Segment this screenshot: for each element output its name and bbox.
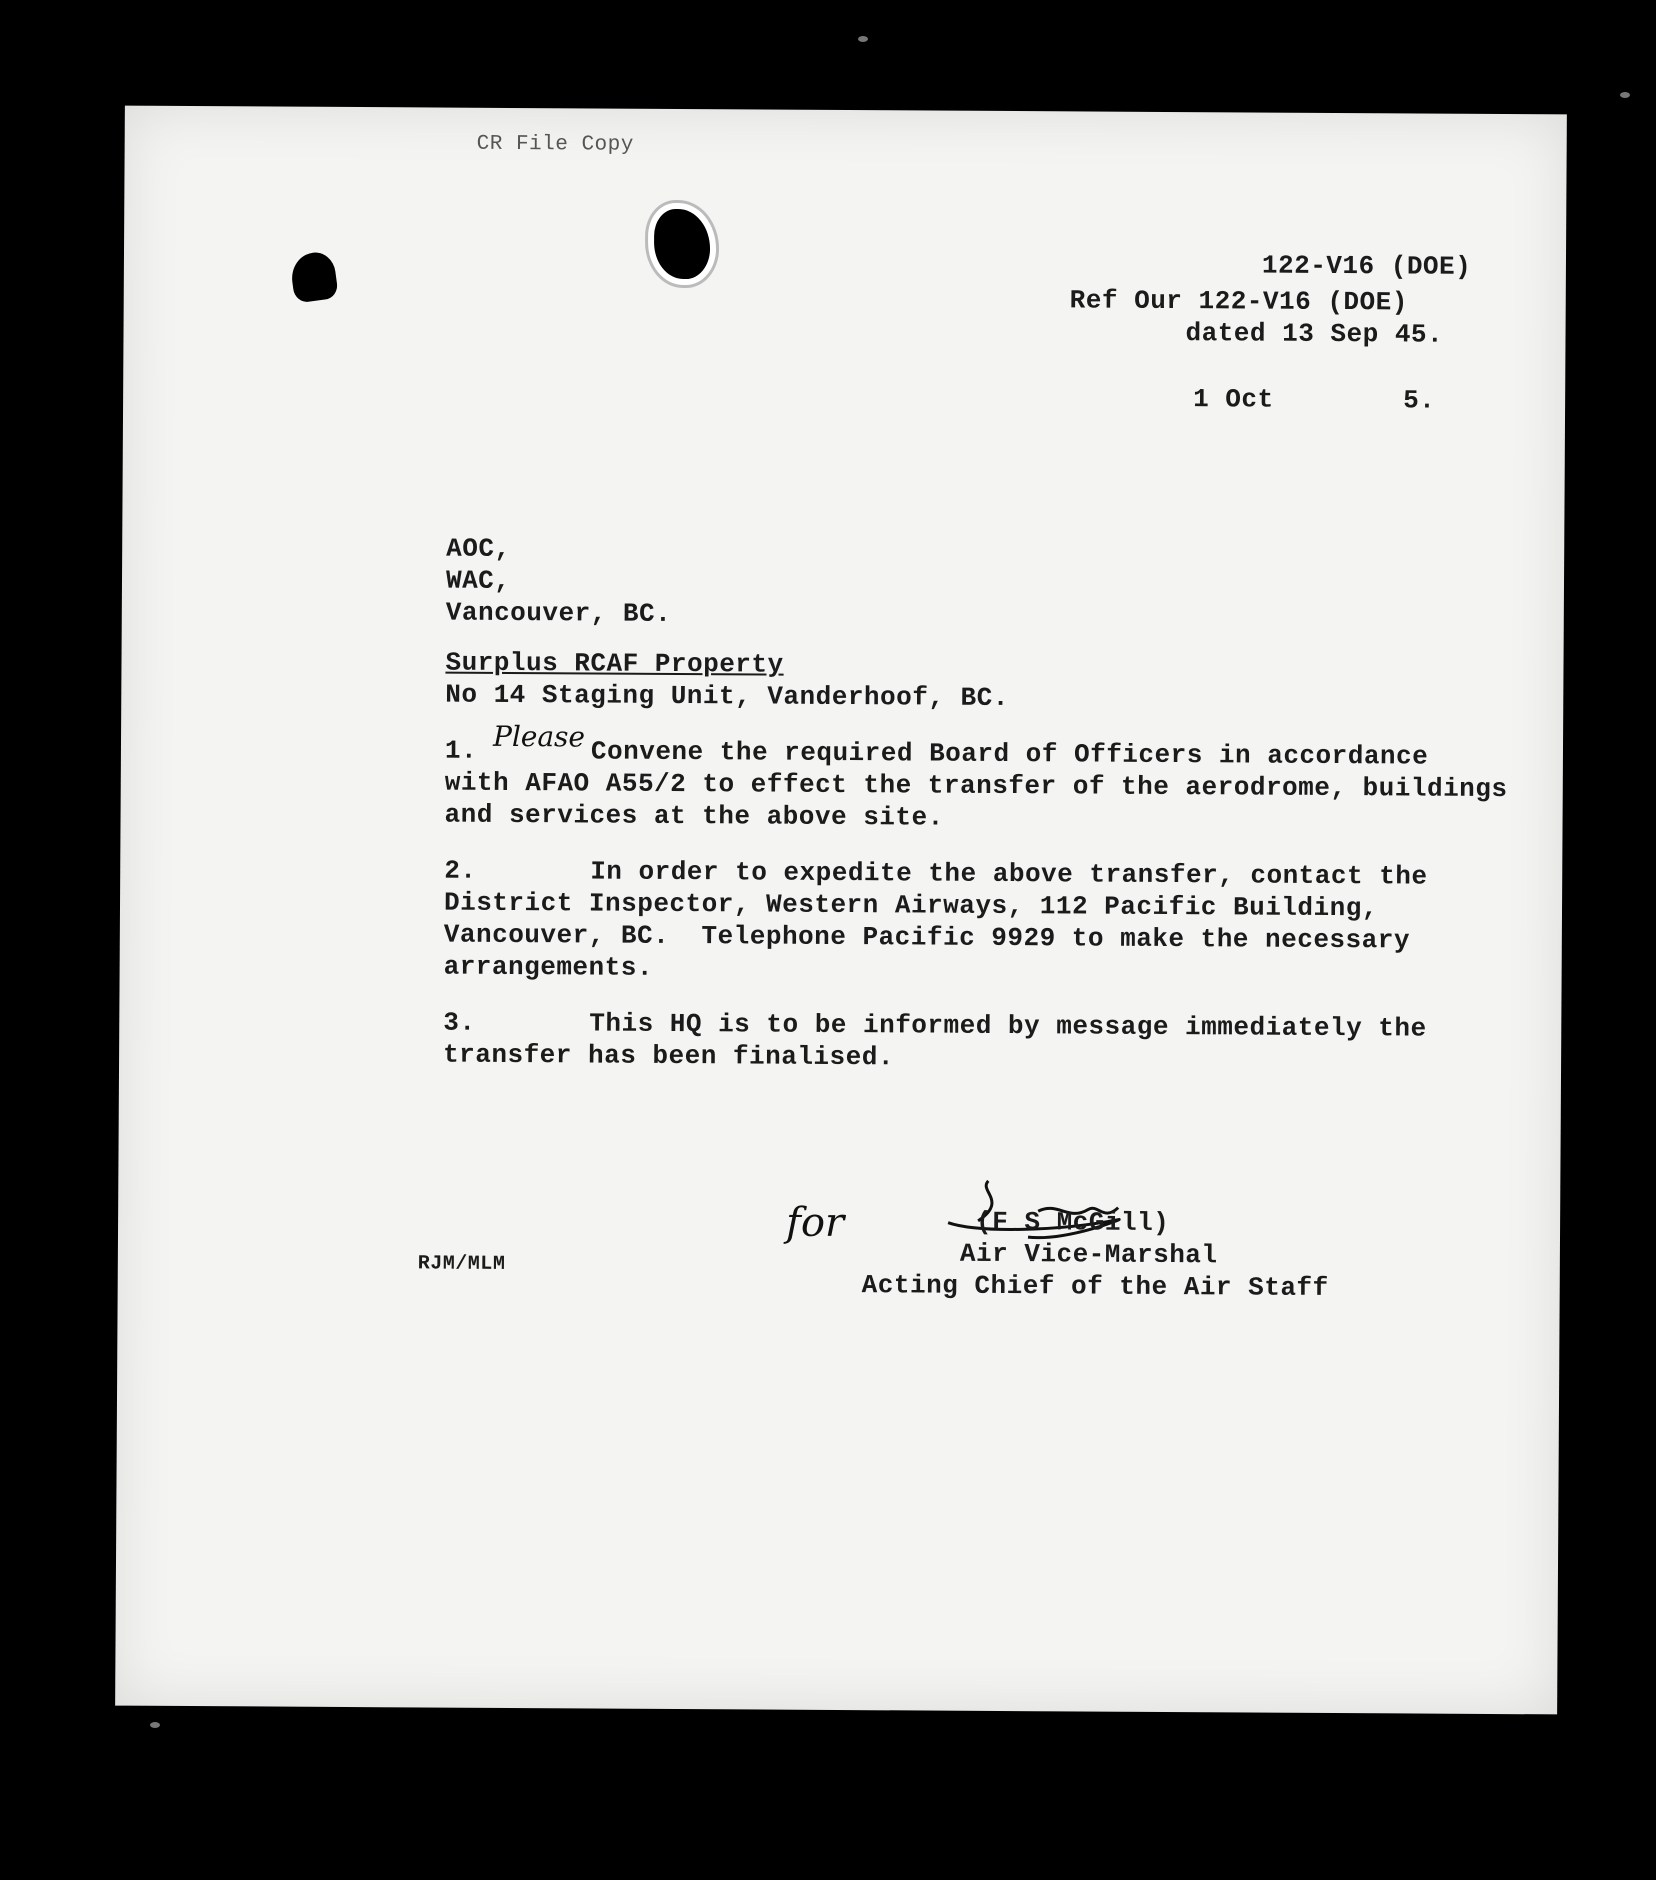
paragraph-1-line-3: and services at the above site. <box>444 799 944 833</box>
signatory-rank: Air Vice-Marshal <box>959 1238 1218 1271</box>
for-mark: for <box>785 1199 845 1247</box>
file-copy-stamp: CR File Copy <box>476 132 634 157</box>
letter-date-year: 5. <box>1403 385 1436 416</box>
paragraph-3-line-2: transfer has been finalised. <box>443 1039 895 1073</box>
scan-speck <box>150 1722 160 1728</box>
paragraph-2-number: 2. <box>444 855 477 886</box>
paragraph-2-line-2: District Inspector, Western Airways, 112 Pacific Building, <box>443 887 1379 924</box>
scan-speck <box>858 36 868 42</box>
signatory-title: Acting Chief of the Air Staff <box>861 1270 1329 1303</box>
paragraph-2-line-4: arrangements. <box>443 951 654 983</box>
letter-date-day: 1 Oct <box>1193 384 1274 415</box>
addressee-line-3: Vancouver, BC. <box>445 597 672 629</box>
paragraph-2-line-3: Vancouver, BC. Telephone Pacific 9929 to make the necessary <box>443 919 1411 956</box>
paragraph-1-line-2: with AFAO A55/2 to effect the transfer of the aerodrome, buildings <box>444 767 1508 805</box>
reference-line-2: dated 13 Sep 45. <box>1185 318 1444 350</box>
paragraph-1-line-1: Convene the required Board of Officers in accordance <box>590 736 1429 772</box>
staple-blot <box>654 209 710 279</box>
signatory-name: (F S McGill) <box>976 1206 1170 1239</box>
reference-line-1: Ref Our 122-V16 (DOE) <box>1069 285 1408 318</box>
addressee-line-2: WAC, <box>445 565 511 596</box>
paragraph-1-number: 1. <box>444 735 478 766</box>
paragraph-3-number: 3. <box>443 1007 476 1038</box>
paragraph-3-line-1: This HQ is to be informed by message immediately the <box>589 1008 1427 1044</box>
handwritten-please: Please <box>492 719 586 754</box>
subject-line-2: No 14 Staging Unit, Vanderhoof, BC. <box>445 679 1009 714</box>
subject-line-1: Surplus RCAF Property <box>445 647 784 680</box>
paragraph-2-line-1: In order to expedite the above transfer, contact the <box>590 856 1428 892</box>
punch-hole-blot <box>289 250 339 303</box>
file-reference: 122-V16 (DOE) <box>1261 250 1472 282</box>
typist-initials: RJM/MLM <box>417 1252 506 1276</box>
scan-speck <box>1620 92 1630 98</box>
letter-page <box>115 106 1567 1715</box>
addressee-line-1: AOC, <box>446 533 511 564</box>
